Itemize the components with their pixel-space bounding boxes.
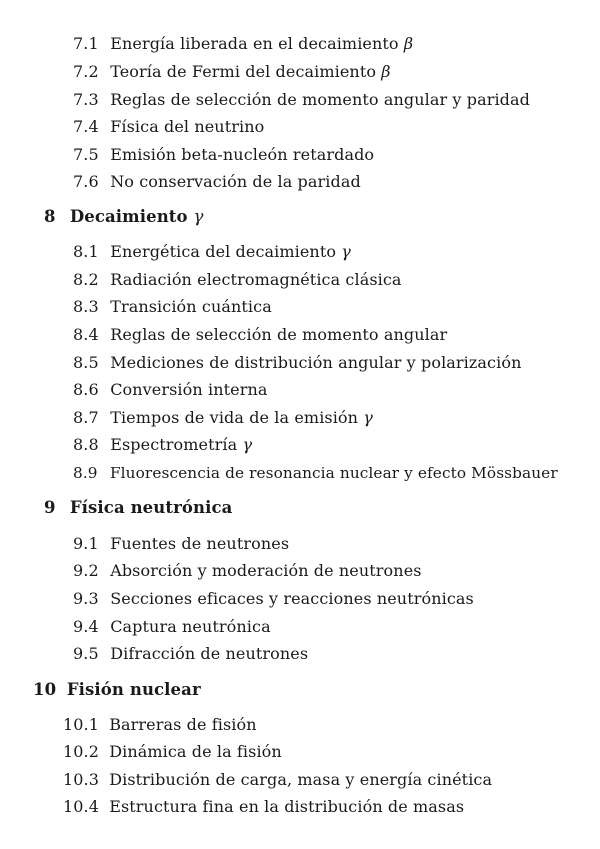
toc-entry-7-1 [73,34,413,54]
toc-number: 8.4 [73,325,99,344]
toc-entry-7-5 [73,145,374,165]
toc-entry-9-5 [73,644,308,664]
toc-entry-10-3 [63,770,492,790]
toc-entry-7-3 [73,90,530,110]
toc-title: Reglas de selección de momento angular [110,325,448,344]
toc-entry-8-6 [73,380,268,400]
toc-number: 9.4 [73,617,99,636]
toc-entry-8-7 [73,408,373,428]
toc-number: 10.4 [63,797,100,816]
toc-number: 7.2 [73,62,99,81]
toc-number: 9.2 [73,561,99,580]
chapter-number: 10 [33,680,57,699]
toc-number: 8.5 [73,353,99,372]
toc-number: 10.3 [63,770,100,789]
gamma-symbol: γ [193,207,204,226]
toc-entry-10-4 [63,797,464,817]
toc-title: Emisión beta-nucleón retardado [110,145,375,164]
toc-title: Reglas de selección de momento angular y paridad [110,90,530,109]
toc-number: 10.2 [63,742,100,761]
toc-title: Mediciones de distribución angular y polarización [110,353,522,372]
toc-entry-8-4 [73,325,447,345]
gamma-symbol: γ [341,242,351,261]
beta-symbol: β [381,62,391,81]
gamma-symbol: γ [363,408,373,427]
toc-number: 7.4 [73,117,99,136]
toc-title: Difracción de neutrones [110,644,309,663]
toc-entry-9-1 [73,534,289,554]
chapter-number: 8 [44,207,56,226]
toc-entry-8-8 [73,435,252,455]
toc-title: Tiempos de vida de la emisión [110,408,359,427]
toc-entry-7-4 [73,117,264,137]
toc-number: 9.3 [73,589,99,608]
toc-entry-7-6 [73,172,361,192]
toc-number: 7.1 [73,34,99,53]
toc-number: 7.6 [73,172,99,191]
chapter-number: 9 [44,498,56,517]
toc-entry-8-2 [73,270,402,290]
chapter-title: Fisión nuclear [66,680,201,699]
chapter-title: Física neutrónica [69,498,233,517]
toc-title: Transición cuántica [110,297,272,316]
beta-symbol: β [403,34,414,53]
toc-number: 9.5 [73,644,99,663]
toc-number: 8.7 [73,408,99,427]
toc-title: Fuentes de neutrones [110,534,290,553]
toc-entry-9-2 [73,561,422,581]
toc-entry-8-1 [73,242,351,262]
toc-entry-8-9 [73,463,558,483]
toc-title: Física del neutrino [110,117,265,136]
toc-number: 8.1 [73,242,99,261]
toc-title: Estructura fina en la distribución de masas [109,797,465,816]
toc-title: Captura neutrónica [110,617,271,636]
toc-title: Conversión interna [110,380,268,399]
toc-title: Absorción y moderación de neutrones [110,561,422,580]
toc-entry-8-5 [73,353,521,373]
toc-title: Barreras de fisión [109,715,257,734]
toc-title: Teoría de Fermi del decaimiento [110,62,377,81]
toc-number: 8.2 [73,270,99,289]
toc-chapter-8 [44,207,203,227]
toc-number: 7.3 [73,90,99,109]
chapter-title: Decaimiento [69,207,188,226]
toc-chapter-9 [44,498,232,518]
toc-number: 8.8 [73,435,99,454]
toc-entry-10-2 [63,742,282,762]
toc-number: 9.1 [73,534,99,553]
toc-title: Dinámica de la fisión [109,742,282,761]
toc-title: Energía liberada en el decaimiento [110,34,399,53]
toc-entry-8-3 [73,297,272,317]
toc-entry-7-2 [73,62,391,82]
toc-number: 7.5 [73,145,99,164]
toc-title: Fluorescencia de resonancia nuclear y efecto Mössbauer [109,464,558,482]
toc-title: Espectrometría [110,435,238,454]
toc-title: Distribución de carga, masa y energía cinética [109,770,493,789]
toc-title: Energética del decaimiento [110,242,337,261]
toc-number: 8.6 [73,380,99,399]
toc-title: Radiación electromagnética clásica [110,270,402,289]
toc-number: 8.3 [73,297,99,316]
toc-entry-10-1 [63,715,257,735]
toc-chapter-10 [33,680,201,700]
toc-number: 10.1 [63,715,100,734]
gamma-symbol: γ [242,435,253,454]
toc-number: 8.9 [73,464,98,482]
toc-title: No conservación de la paridad [110,172,361,191]
toc-title: Secciones eficaces y reacciones neutrónicas [110,589,474,608]
toc-entry-9-3 [73,589,474,609]
toc-entry-9-4 [73,617,271,637]
